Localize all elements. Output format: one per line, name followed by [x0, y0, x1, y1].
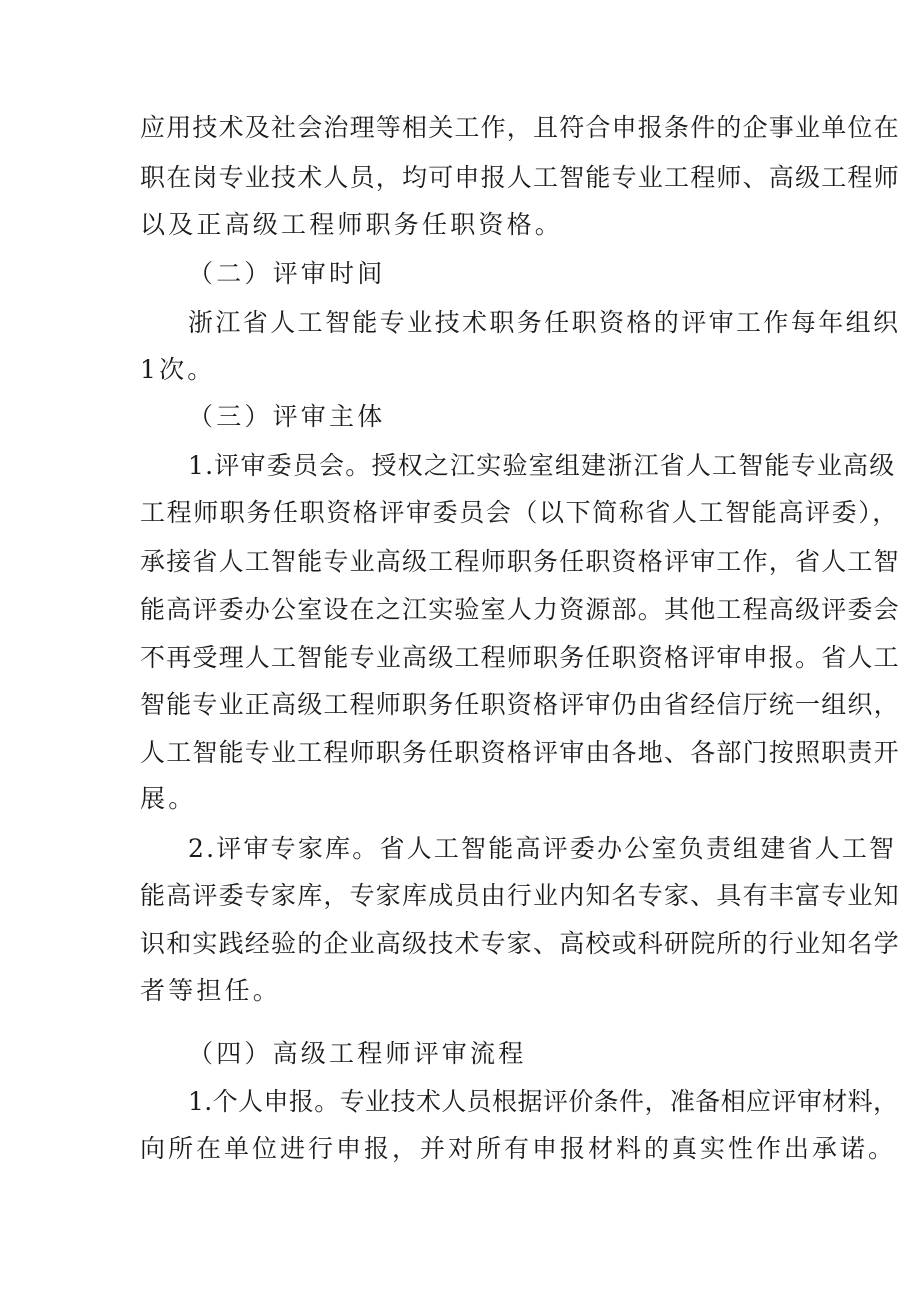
paragraph-line: 不再受理人工智能专业高级工程师职务任职资格评审申报。省人工: [140, 643, 900, 672]
paragraph-line: 展。: [140, 784, 197, 813]
paragraph-line: 工程师职务任职资格评审委员会（以下简称省人工智能高评委），: [140, 498, 899, 527]
paragraph-line: 2.评审专家库。省人工智能高评委办公室负责组建省人工智: [188, 834, 897, 863]
paragraph-line: 识和实践经验的企业高级技术专家、高校或科研院所的行业知名学: [140, 929, 900, 958]
paragraph-line: 应用技术及社会治理等相关工作，且符合申报条件的企事业单位在: [140, 113, 900, 142]
paragraph-line: 能高评委专家库，专家库成员由行业内知名专家、具有丰富专业知: [140, 881, 900, 910]
paragraph-line: 1次。: [140, 355, 216, 384]
paragraph-line: 人工智能专业工程师职务任职资格评审由各地、各部门按照职责开: [140, 738, 900, 767]
paragraph-line: 以及正高级工程师职务任职资格。: [140, 210, 564, 239]
paragraph-line: 向所在单位进行申报，并对所有申报材料的真实性作出承诺。: [140, 1134, 897, 1163]
section-heading-senior-engineer-process: （四）高级工程师评审流程: [188, 1039, 527, 1068]
paragraph-line: 承接省人工智能专业高级工程师职务任职资格评审工作，省人工智: [140, 547, 900, 576]
section-heading-review-time: （二）评审时间: [188, 259, 386, 288]
paragraph-line: 者等担任。: [140, 976, 282, 1005]
paragraph-line: 智能专业正高级工程师职务任职资格评审仍由省经信厅统一组织，: [140, 690, 900, 719]
paragraph-line: 1.个人申报。专业技术人员根据评价条件，准备相应评审材料，: [188, 1087, 899, 1116]
paragraph-line: 职在岗专业技术人员，均可申报人工智能专业工程师、高级工程师: [140, 163, 900, 192]
paragraph-line: 1.评审委员会。授权之江实验室组建浙江省人工智能专业高级: [188, 451, 896, 480]
section-heading-review-body: （三）评审主体: [188, 402, 386, 431]
paragraph-line: 能高评委办公室设在之江实验室人力资源部。其他工程高级评委会: [140, 595, 900, 624]
paragraph-line: 浙江省人工智能专业技术职务任职资格的评审工作每年组织: [188, 308, 901, 337]
